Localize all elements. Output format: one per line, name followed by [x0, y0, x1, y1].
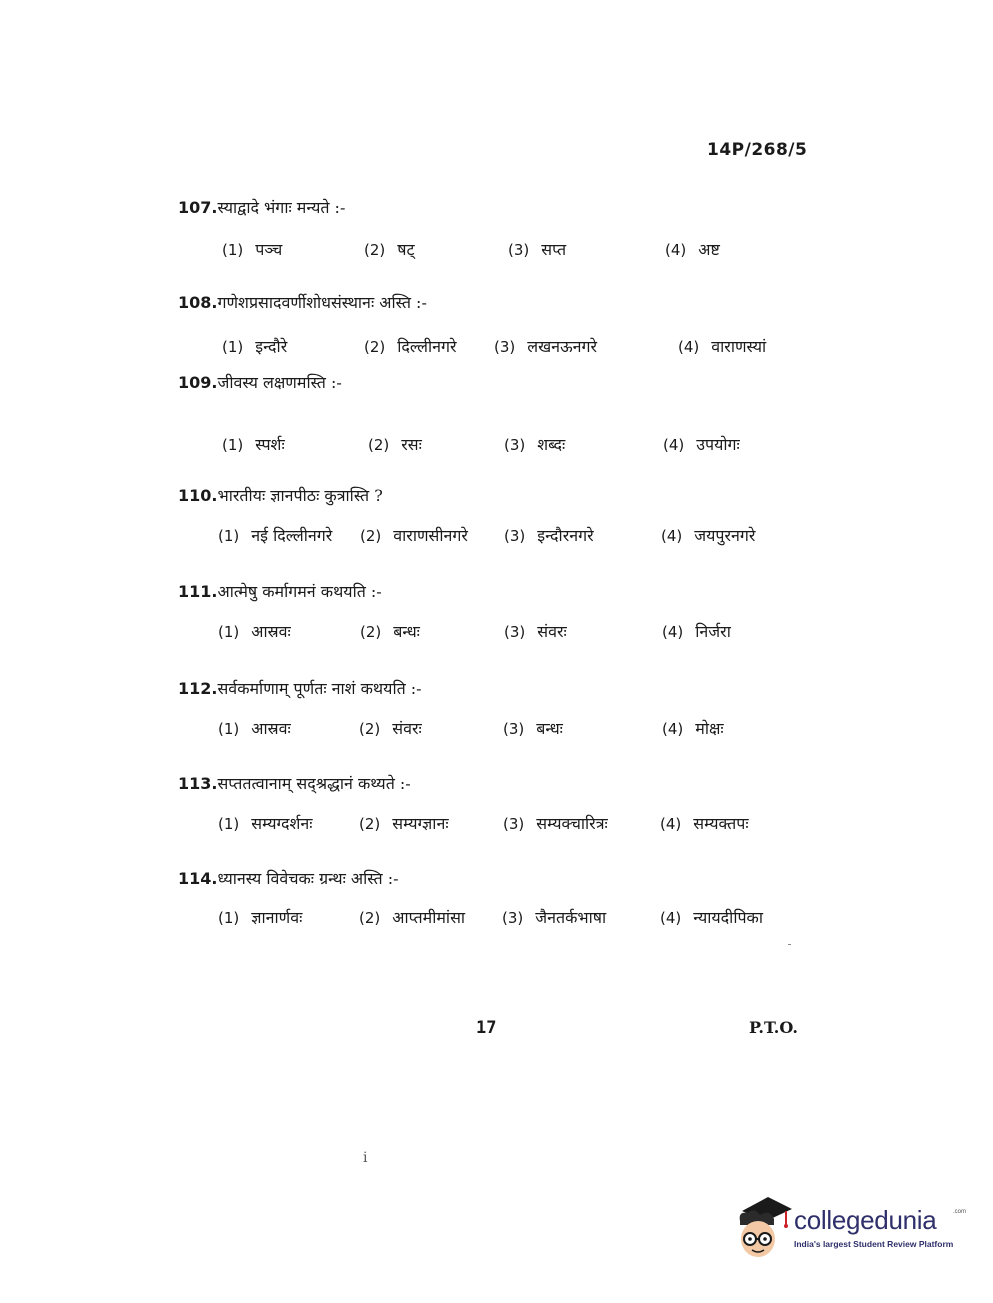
- option-text: जैनतर्कभाषा: [535, 908, 607, 927]
- question-109: [0, 371, 993, 461]
- question-text: [178, 677, 422, 699]
- option-number: (4): [663, 436, 685, 454]
- question-111: [0, 580, 993, 670]
- option-text: सम्यक्चारित्रः: [536, 814, 608, 833]
- option-2: [359, 717, 422, 739]
- option-text: नई दिल्लीनगरे: [251, 526, 333, 545]
- option-3: [504, 433, 565, 455]
- student-mascot-icon: [734, 1195, 794, 1261]
- option-text: पञ्च: [255, 240, 283, 259]
- option-number: (3): [504, 623, 526, 641]
- option-text: जयपुरनगरे: [694, 526, 756, 545]
- option-text: निर्जरा: [695, 622, 731, 641]
- question-number: 110.: [178, 486, 218, 505]
- option-4: [662, 717, 724, 739]
- option-2: [368, 433, 422, 455]
- option-number: (4): [661, 527, 683, 545]
- option-3: [502, 906, 606, 928]
- option-number: (4): [662, 623, 684, 641]
- question-number: 113.: [178, 774, 218, 793]
- option-number: (4): [665, 241, 687, 259]
- option-2: [360, 620, 420, 642]
- question-112: [0, 677, 993, 767]
- option-2: [359, 812, 449, 834]
- option-text: वाराणसीनगरे: [393, 526, 468, 545]
- option-text: बन्धः: [536, 719, 563, 738]
- option-number: (2): [359, 720, 381, 738]
- logo-brand-text: collegedunia: [794, 1205, 937, 1235]
- question-113: [0, 772, 993, 862]
- option-1: [218, 812, 313, 834]
- option-number: (3): [504, 527, 526, 545]
- collegedunia-logo: [734, 1195, 967, 1261]
- option-3: [503, 717, 563, 739]
- question-text: [178, 580, 382, 602]
- option-number: (2): [359, 815, 381, 833]
- option-text: इन्दौरनगरे: [537, 526, 594, 545]
- option-number: (2): [360, 623, 382, 641]
- logo-tagline: India's largest Student Review Platform: [794, 1239, 954, 1249]
- question-body: आत्मेषु कर्मागमनं कथयति :-: [217, 582, 382, 601]
- question-108: [0, 291, 993, 381]
- logo-domain-text: .com: [953, 1209, 967, 1215]
- option-number: (4): [660, 815, 682, 833]
- option-number: (3): [504, 436, 526, 454]
- option-3: [508, 238, 566, 260]
- option-text: सम्यक्तपः: [693, 814, 749, 833]
- option-number: (1): [218, 909, 240, 927]
- question-number: 112.: [178, 679, 218, 698]
- question-text: [178, 371, 342, 393]
- option-text: अष्ट: [698, 240, 720, 259]
- question-body: सर्वकर्माणाम् पूर्णतः नाशं कथयति :-: [217, 679, 422, 698]
- option-number: (4): [660, 909, 682, 927]
- tick-mark: i: [363, 1150, 368, 1166]
- question-body: भारतीयः ज्ञानपीठः कुत्रास्ति ?: [217, 486, 383, 505]
- question-body: स्याद्वादे भंगाः मन्यते :-: [217, 198, 346, 217]
- question-text: [178, 484, 383, 506]
- option-number: (2): [364, 338, 386, 356]
- option-number: (4): [678, 338, 700, 356]
- option-text: रसः: [401, 435, 422, 454]
- question-110: [0, 484, 993, 574]
- option-2: [360, 524, 468, 546]
- question-number: 108.: [178, 293, 218, 312]
- option-text: मोक्षः: [695, 719, 724, 738]
- option-text: वाराणस्यां: [711, 337, 767, 356]
- option-text: स्पर्शः: [255, 435, 285, 454]
- option-1: [218, 524, 332, 546]
- option-number: (3): [494, 338, 516, 356]
- option-number: (2): [364, 241, 386, 259]
- option-text: आप्तमीमांसा: [392, 908, 466, 927]
- option-4: [665, 238, 720, 260]
- option-3: [494, 335, 597, 357]
- question-number: 114.: [178, 869, 218, 888]
- option-text: सप्त: [541, 240, 567, 259]
- option-number: (1): [222, 338, 244, 356]
- question-number: 111.: [178, 582, 218, 601]
- option-4: [661, 524, 755, 546]
- question-107: [0, 196, 993, 286]
- question-text: [178, 291, 427, 313]
- question-body: गणेशप्रसादवर्णीशोधसंस्थानः अस्ति :-: [217, 293, 427, 312]
- option-text: दिल्लीनगरे: [397, 337, 457, 356]
- option-text: आस्रवः: [251, 719, 291, 738]
- option-text: सम्यग्ज्ञानः: [392, 814, 449, 833]
- question-text: [178, 867, 399, 889]
- option-text: लखनऊनगरे: [527, 337, 598, 356]
- option-4: [662, 620, 731, 642]
- option-text: उपयोगः: [696, 435, 740, 454]
- option-text: सम्यग्दर्शनः: [251, 814, 313, 833]
- option-1: [218, 620, 291, 642]
- question-text: [178, 772, 411, 794]
- option-number: (1): [218, 720, 240, 738]
- option-text: बन्धः: [393, 622, 420, 641]
- option-1: [222, 238, 282, 260]
- option-number: (2): [359, 909, 381, 927]
- question-text: [178, 196, 345, 218]
- option-text: ज्ञानार्णवः: [251, 908, 303, 927]
- option-text: शब्दः: [537, 435, 566, 454]
- pto-label: P.T.O.: [749, 1018, 798, 1037]
- option-text: आस्रवः: [251, 622, 291, 641]
- option-2: [359, 906, 465, 928]
- option-3: [503, 812, 608, 834]
- option-1: [218, 906, 302, 928]
- option-text: संवरः: [537, 622, 567, 641]
- question-number: 109.: [178, 373, 218, 392]
- option-number: (2): [368, 436, 390, 454]
- option-1: [222, 433, 285, 455]
- question-body: सप्ततत्वानाम् सद्श्रद्धानं कथ्यते :-: [217, 774, 411, 793]
- option-number: (2): [360, 527, 382, 545]
- option-number: (1): [222, 241, 244, 259]
- option-3: [504, 524, 594, 546]
- option-1: [222, 335, 287, 357]
- option-4: [660, 812, 749, 834]
- option-1: [218, 717, 291, 739]
- paper-code: 14P/268/5: [707, 140, 808, 160]
- option-4: [663, 433, 740, 455]
- option-number: (1): [218, 815, 240, 833]
- option-number: (4): [662, 720, 684, 738]
- question-number: 107.: [178, 198, 218, 217]
- option-number: (1): [218, 623, 240, 641]
- option-3: [504, 620, 567, 642]
- question-114: [0, 867, 993, 957]
- option-2: [364, 238, 415, 260]
- option-text: इन्दौरे: [255, 337, 288, 356]
- page-number: 17: [476, 1018, 497, 1038]
- option-4: [660, 906, 763, 928]
- option-number: (3): [503, 815, 525, 833]
- option-number: (3): [503, 720, 525, 738]
- option-number: (3): [508, 241, 530, 259]
- option-number: (1): [218, 527, 240, 545]
- option-number: (3): [502, 909, 524, 927]
- stray-mark: [788, 944, 791, 945]
- question-body: जीवस्य लक्षणमस्ति :-: [217, 373, 342, 392]
- option-text: संवरः: [392, 719, 422, 738]
- option-number: (1): [222, 436, 244, 454]
- option-text: न्यायदीपिका: [693, 908, 763, 927]
- option-4: [678, 335, 766, 357]
- option-2: [364, 335, 457, 357]
- question-body: ध्यानस्य विवेचकः ग्रन्थः अस्ति :-: [217, 869, 399, 888]
- option-text: षट्: [397, 240, 415, 259]
